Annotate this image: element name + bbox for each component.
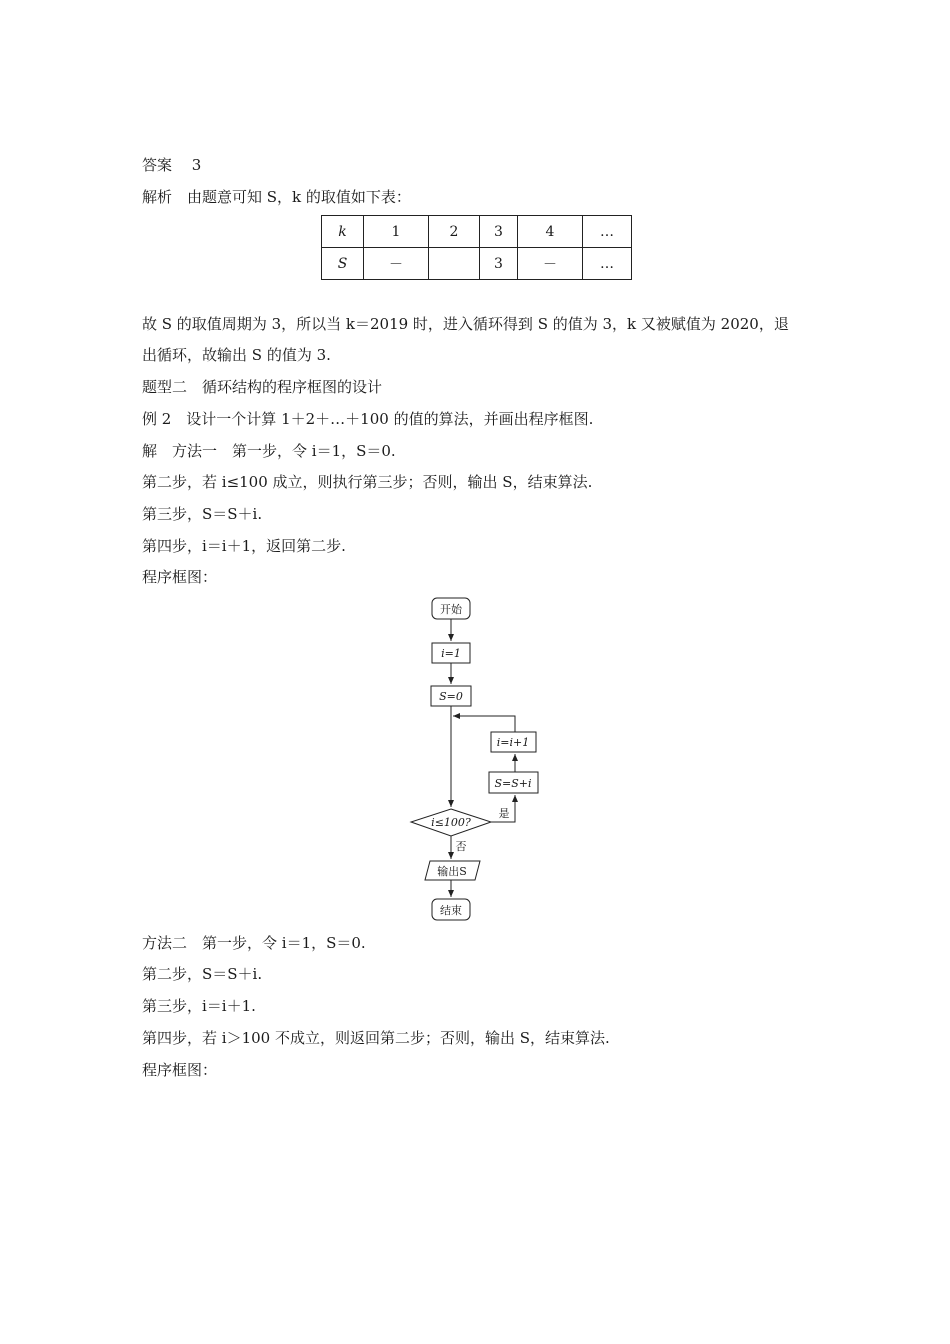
start-label: 开始: [440, 603, 462, 616]
no-label: 否: [455, 840, 467, 853]
method2-step2: 第二步，S＝S＋i.: [142, 965, 263, 983]
method1-step4: 第四步，i＝i＋1，返回第二步.: [142, 537, 346, 555]
table-cell: S: [322, 248, 364, 280]
table-cell: －: [364, 248, 429, 280]
answer-label: 答案: [142, 156, 173, 174]
table-row: [322, 248, 632, 280]
yes-label: 是: [498, 807, 510, 820]
method1-step3: 第三步，S＝S＋i.: [142, 505, 263, 523]
method2-step4: 第四步，若 i＞100 不成立，则返回第二步；否则，输出 S，结束算法.: [142, 1029, 610, 1047]
loop-back-arrow: [453, 716, 515, 732]
answer-value: 3: [191, 156, 202, 174]
paragraph-line-2: 出循环，故输出 S 的值为 3.: [142, 346, 331, 364]
table-cell: k: [322, 216, 364, 248]
table-cell: 4: [518, 216, 583, 248]
init-s-label: S=0: [439, 690, 463, 703]
table-cell: [429, 248, 480, 280]
condition-label: i≤100?: [431, 816, 471, 829]
flowchart: [405, 592, 545, 922]
table-row: [322, 216, 632, 248]
table-cell: 3: [480, 216, 518, 248]
method2-step1: 方法二 第一步，令 i＝1，S＝0.: [142, 934, 366, 952]
table-cell: －: [518, 248, 583, 280]
section-title: 题型二 循环结构的程序框图的设计: [142, 378, 383, 396]
table-cell: 2: [429, 216, 480, 248]
analysis-intro: 解析 由题意可知 S，k 的取值如下表：: [142, 188, 411, 206]
method1-step1: 解 方法一 第一步，令 i＝1，S＝0.: [142, 442, 396, 460]
value-table: [321, 215, 632, 280]
method1-flow-label: 程序框图：: [142, 568, 218, 586]
method2-step3: 第三步，i＝i＋1.: [142, 997, 256, 1015]
accum-label: S=S+i: [494, 777, 532, 790]
example-statement: 例 2 设计一个计算 1＋2＋…＋100 的值的算法，并画出程序框图.: [142, 410, 594, 428]
table-cell: …: [583, 216, 632, 248]
end-label: 结束: [440, 904, 462, 917]
method1-step2: 第二步，若 i≤100 成立，则执行第三步；否则，输出 S，结束算法.: [142, 473, 593, 491]
paragraph-line-1: 故 S 的取值周期为 3，所以当 k＝2019 时，进入循环得到 S 的值为 3，k 又被赋值为 2020，退: [142, 315, 789, 333]
answer-line: [142, 155, 201, 175]
init-i-label: i=1: [441, 647, 461, 660]
table-cell: 1: [364, 216, 429, 248]
incr-label: i=i+1: [496, 736, 530, 749]
table-cell: 3: [480, 248, 518, 280]
method2-flow-label: 程序框图：: [142, 1061, 218, 1079]
output-label: 输出S: [437, 865, 467, 878]
table-cell: …: [583, 248, 632, 280]
